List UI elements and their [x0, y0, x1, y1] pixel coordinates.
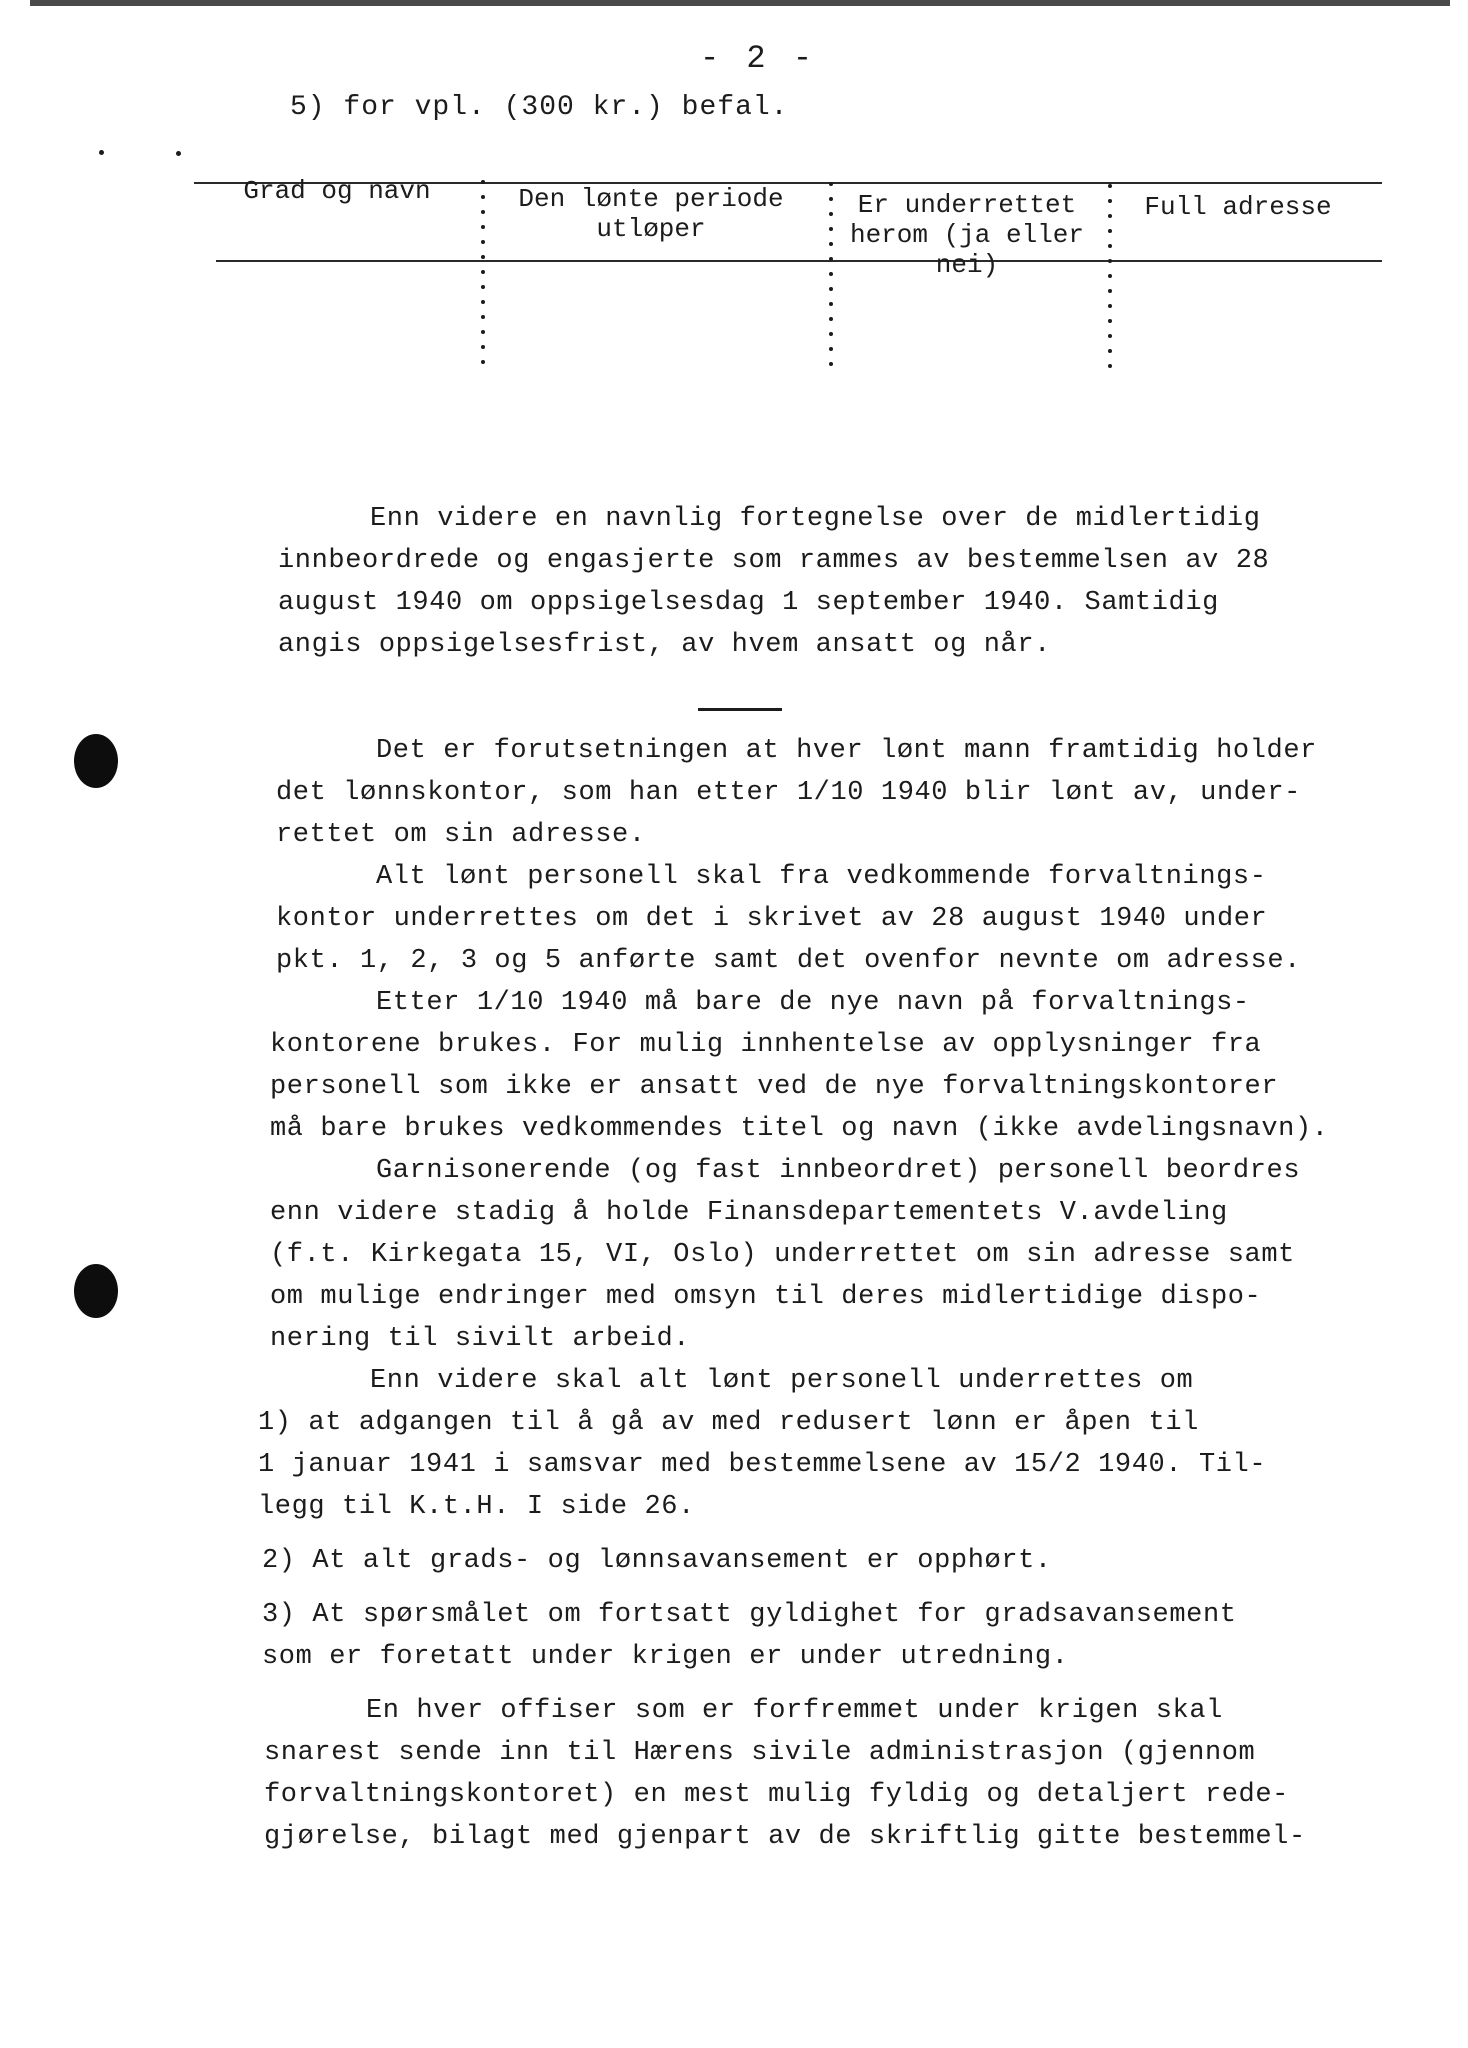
- text-line: personell som ikke er ansatt ved de nye forvaltningskontorer: [270, 1072, 1279, 1102]
- text-line: som er foretatt under krigen er under utredning.: [262, 1642, 1069, 1672]
- text-line: gjørelse, bilagt med gjenpart av de skriftlig gitte bestemmel-: [264, 1822, 1306, 1852]
- text-line: nering til sivilt arbeid.: [270, 1324, 691, 1354]
- text-line: 1) at adgangen til å gå av med redusert lønn er åpen til: [258, 1408, 1199, 1438]
- column-header-full-adresse: Full adresse: [1144, 192, 1332, 222]
- text-line: (f.t. Kirkegata 15, VI, Oslo) underrettet om sin adresse samt: [270, 1240, 1295, 1270]
- text-line: det lønnskontor, som han etter 1/10 1940 blir lønt av, under-: [276, 778, 1301, 808]
- stray-mark: [176, 151, 181, 156]
- text-line: kontorene brukes. For mulig innhentelse av opplysninger fra: [270, 1030, 1262, 1060]
- column-header-grad-og-navn: Grad og navn: [243, 176, 431, 206]
- table-header-rule: [216, 260, 1382, 262]
- section-heading: 5) for vpl. (300 kr.) befal.: [290, 92, 789, 123]
- text-line: pkt. 1, 2, 3 og 5 anførte samt det ovenfor nevnte om adresse.: [276, 946, 1301, 976]
- text-line: om mulige endringer med omsyn til deres midlertidige dispo-: [270, 1282, 1262, 1312]
- text-line: kontor underrettes om det i skrivet av 28 august 1940 under: [276, 904, 1268, 934]
- column-separator: [481, 180, 487, 375]
- column-header-underrettet: Er underrettet herom (ja eller nei): [849, 190, 1085, 280]
- text-line: Enn videre skal alt lønt personell underrettes om: [370, 1366, 1194, 1396]
- text-line: Alt lønt personell skal fra vedkommende forvaltnings-: [376, 862, 1267, 892]
- page-number: - 2 -: [700, 40, 817, 77]
- punch-hole: [74, 1264, 118, 1318]
- column-separator: [829, 182, 835, 377]
- text-line: legg til K.t.H. I side 26.: [258, 1492, 695, 1522]
- text-line: snarest sende inn til Hærens sivile administrasjon (gjennom: [264, 1738, 1256, 1768]
- punch-hole: [74, 734, 118, 788]
- column-separator: [1108, 184, 1114, 379]
- text-line: må bare brukes vedkommendes titel og navn (ikke avdelingsnavn).: [270, 1114, 1329, 1144]
- section-divider: [698, 708, 782, 711]
- text-line: angis oppsigelsesfrist, av hvem ansatt og når.: [278, 630, 1051, 660]
- text-line: forvaltningskontoret) en mest mulig fyldig og detaljert rede-: [264, 1780, 1289, 1810]
- text-line: Enn videre en navnlig fortegnelse over de midlertidig: [370, 504, 1261, 534]
- column-header-lonte-periode: Den lønte periode utløper: [518, 184, 784, 244]
- scan-top-edge: [30, 0, 1450, 6]
- text-line: innbeordrede og engasjerte som rammes av bestemmelsen av 28: [278, 546, 1270, 576]
- text-line: 1 januar 1941 i samsvar med bestemmelsene av 15/2 1940. Til-: [258, 1450, 1267, 1480]
- text-line: enn videre stadig å holde Finansdepartementets V.avdeling: [270, 1198, 1228, 1228]
- text-line: rettet om sin adresse.: [276, 820, 646, 850]
- text-line: august 1940 om oppsigelsesdag 1 september 1940. Samtidig: [278, 588, 1219, 618]
- text-line: Det er forutsetningen at hver lønt mann framtidig holder: [376, 736, 1317, 766]
- text-line: En hver offiser som er forfremmet under krigen skal: [366, 1696, 1223, 1726]
- text-line: Garnisonerende (og fast innbeordret) personell beordres: [376, 1156, 1301, 1186]
- text-line: 2) At alt grads- og lønnsavansement er opphørt.: [262, 1546, 1052, 1576]
- text-line: Etter 1/10 1940 må bare de nye navn på forvaltnings-: [376, 988, 1250, 1018]
- text-line: 3) At spørsmålet om fortsatt gyldighet for gradsavansement: [262, 1600, 1237, 1630]
- stray-mark: [99, 150, 104, 155]
